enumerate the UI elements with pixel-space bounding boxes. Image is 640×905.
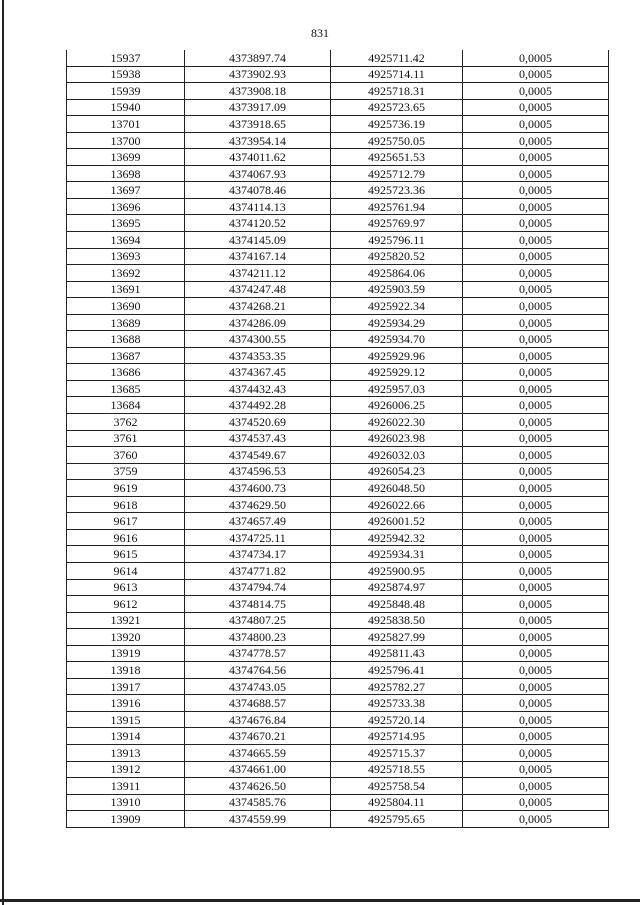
value-cell: 0,0005	[463, 529, 609, 546]
value-cell: 0,0005	[463, 414, 609, 431]
value-cell: 0,0005	[463, 50, 609, 66]
value-cell: 0,0005	[463, 248, 609, 265]
y-coordinate-cell: 4925736.19	[331, 116, 463, 133]
table-row	[67, 778, 609, 795]
table-row	[67, 645, 609, 662]
y-coordinate-cell: 4926006.25	[331, 397, 463, 414]
value-cell: 0,0005	[463, 83, 609, 100]
x-coordinate-cell: 4374688.57	[185, 695, 331, 712]
x-coordinate-cell: 4374665.59	[185, 744, 331, 761]
value-cell: 0,0005	[463, 678, 609, 695]
y-coordinate-cell: 4925714.11	[331, 66, 463, 83]
y-coordinate-cell: 4925718.31	[331, 83, 463, 100]
value-cell: 0,0005	[463, 662, 609, 679]
table-row	[67, 447, 609, 464]
point-number-cell: 13917	[67, 678, 185, 695]
value-cell: 0,0005	[463, 298, 609, 315]
point-number-cell: 15938	[67, 66, 185, 83]
y-coordinate-cell: 4925758.54	[331, 778, 463, 795]
y-coordinate-cell: 4925934.31	[331, 546, 463, 563]
y-coordinate-cell: 4926022.30	[331, 414, 463, 431]
point-number-cell: 13696	[67, 198, 185, 215]
value-cell: 0,0005	[463, 513, 609, 530]
value-cell: 0,0005	[463, 711, 609, 728]
table-row	[67, 265, 609, 282]
value-cell: 0,0005	[463, 281, 609, 298]
x-coordinate-cell: 4374537.43	[185, 430, 331, 447]
y-coordinate-cell: 4925900.95	[331, 562, 463, 579]
y-coordinate-cell: 4925934.29	[331, 314, 463, 331]
x-coordinate-cell: 4374764.56	[185, 662, 331, 679]
value-cell: 0,0005	[463, 744, 609, 761]
x-coordinate-cell: 4374626.50	[185, 778, 331, 795]
y-coordinate-cell: 4925957.03	[331, 380, 463, 397]
point-number-cell: 13693	[67, 248, 185, 265]
value-cell: 0,0005	[463, 480, 609, 497]
table-row	[67, 662, 609, 679]
x-coordinate-cell: 4374247.48	[185, 281, 331, 298]
table-row	[67, 513, 609, 530]
table-row	[67, 761, 609, 778]
value-cell: 0,0005	[463, 761, 609, 778]
value-cell: 0,0005	[463, 380, 609, 397]
table-row	[67, 397, 609, 414]
value-cell: 0,0005	[463, 232, 609, 249]
value-cell: 0,0005	[463, 562, 609, 579]
y-coordinate-cell: 4925714.95	[331, 728, 463, 745]
table-row	[67, 463, 609, 480]
point-number-cell: 13700	[67, 132, 185, 149]
y-coordinate-cell: 4925820.52	[331, 248, 463, 265]
table-row	[67, 811, 609, 828]
point-number-cell: 13692	[67, 265, 185, 282]
y-coordinate-cell: 4925761.94	[331, 198, 463, 215]
x-coordinate-cell: 4374734.17	[185, 546, 331, 563]
y-coordinate-cell: 4925750.05	[331, 132, 463, 149]
x-coordinate-cell: 4374353.35	[185, 347, 331, 364]
y-coordinate-cell: 4925712.79	[331, 165, 463, 182]
x-coordinate-cell: 4374268.21	[185, 298, 331, 315]
table-row	[67, 744, 609, 761]
table-row	[67, 198, 609, 215]
y-coordinate-cell: 4926054.23	[331, 463, 463, 480]
point-number-cell: 13688	[67, 331, 185, 348]
y-coordinate-cell: 4925929.96	[331, 347, 463, 364]
y-coordinate-cell: 4925811.43	[331, 645, 463, 662]
x-coordinate-cell: 4374814.75	[185, 596, 331, 613]
value-cell: 0,0005	[463, 182, 609, 199]
x-coordinate-cell: 4373897.74	[185, 50, 331, 66]
point-number-cell: 13691	[67, 281, 185, 298]
y-coordinate-cell: 4925796.41	[331, 662, 463, 679]
point-number-cell: 13689	[67, 314, 185, 331]
point-number-cell: 9616	[67, 529, 185, 546]
y-coordinate-cell: 4925711.42	[331, 50, 463, 66]
x-coordinate-cell: 4374011.62	[185, 149, 331, 166]
table-row	[67, 380, 609, 397]
table-row	[67, 83, 609, 100]
x-coordinate-cell: 4374778.57	[185, 645, 331, 662]
value-cell: 0,0005	[463, 347, 609, 364]
x-coordinate-cell: 4374300.55	[185, 331, 331, 348]
point-number-cell: 13920	[67, 629, 185, 646]
value-cell: 0,0005	[463, 645, 609, 662]
x-coordinate-cell: 4374725.11	[185, 529, 331, 546]
x-coordinate-cell: 4374670.21	[185, 728, 331, 745]
y-coordinate-cell: 4925874.97	[331, 579, 463, 596]
y-coordinate-cell: 4925922.34	[331, 298, 463, 315]
table-row	[67, 414, 609, 431]
table-row	[67, 629, 609, 646]
x-coordinate-cell: 4374549.67	[185, 447, 331, 464]
table-row	[67, 314, 609, 331]
y-coordinate-cell: 4925929.12	[331, 364, 463, 381]
table-row	[67, 50, 609, 66]
table-row	[67, 182, 609, 199]
value-cell: 0,0005	[463, 612, 609, 629]
table-row	[67, 215, 609, 232]
point-number-cell: 13910	[67, 794, 185, 811]
y-coordinate-cell: 4925804.11	[331, 794, 463, 811]
y-coordinate-cell: 4925733.38	[331, 695, 463, 712]
coordinates-table	[66, 50, 609, 828]
table-row	[67, 596, 609, 613]
point-number-cell: 9612	[67, 596, 185, 613]
point-number-cell: 13912	[67, 761, 185, 778]
page-number: 831	[311, 26, 329, 40]
point-number-cell: 13690	[67, 298, 185, 315]
x-coordinate-cell: 4374067.93	[185, 165, 331, 182]
point-number-cell: 13919	[67, 645, 185, 662]
x-coordinate-cell: 4373954.14	[185, 132, 331, 149]
value-cell: 0,0005	[463, 314, 609, 331]
x-coordinate-cell: 4374520.69	[185, 414, 331, 431]
value-cell: 0,0005	[463, 198, 609, 215]
table-row	[67, 678, 609, 695]
value-cell: 0,0005	[463, 265, 609, 282]
point-number-cell: 15939	[67, 83, 185, 100]
x-coordinate-cell: 4374492.28	[185, 397, 331, 414]
x-coordinate-cell: 4374078.46	[185, 182, 331, 199]
y-coordinate-cell: 4926023.98	[331, 430, 463, 447]
point-number-cell: 3762	[67, 414, 185, 431]
y-coordinate-cell: 4925715.37	[331, 744, 463, 761]
table-row	[67, 248, 609, 265]
value-cell: 0,0005	[463, 364, 609, 381]
point-number-cell: 13694	[67, 232, 185, 249]
value-cell: 0,0005	[463, 165, 609, 182]
y-coordinate-cell: 4925723.65	[331, 99, 463, 116]
value-cell: 0,0005	[463, 99, 609, 116]
table-row	[67, 364, 609, 381]
x-coordinate-cell: 4374771.82	[185, 562, 331, 579]
x-coordinate-cell: 4374629.50	[185, 496, 331, 513]
y-coordinate-cell: 4925769.97	[331, 215, 463, 232]
point-number-cell: 13686	[67, 364, 185, 381]
x-coordinate-cell: 4374145.09	[185, 232, 331, 249]
y-coordinate-cell: 4925864.06	[331, 265, 463, 282]
y-coordinate-cell: 4925718.55	[331, 761, 463, 778]
x-coordinate-cell: 4374585.76	[185, 794, 331, 811]
y-coordinate-cell: 4926048.50	[331, 480, 463, 497]
point-number-cell: 13916	[67, 695, 185, 712]
x-coordinate-cell: 4374286.09	[185, 314, 331, 331]
x-coordinate-cell: 4374114.13	[185, 198, 331, 215]
value-cell: 0,0005	[463, 496, 609, 513]
scan-edge-left	[2, 0, 4, 905]
x-coordinate-cell: 4374211.12	[185, 265, 331, 282]
coordinates-table-container	[66, 50, 604, 828]
point-number-cell: 13697	[67, 182, 185, 199]
value-cell: 0,0005	[463, 447, 609, 464]
scan-edge-bottom	[0, 899, 640, 902]
value-cell: 0,0005	[463, 463, 609, 480]
y-coordinate-cell: 4926022.66	[331, 496, 463, 513]
x-coordinate-cell: 4374661.00	[185, 761, 331, 778]
x-coordinate-cell: 4374794.74	[185, 579, 331, 596]
x-coordinate-cell: 4374676.84	[185, 711, 331, 728]
point-number-cell: 9619	[67, 480, 185, 497]
x-coordinate-cell: 4374167.14	[185, 248, 331, 265]
value-cell: 0,0005	[463, 695, 609, 712]
table-row	[67, 529, 609, 546]
y-coordinate-cell: 4925934.70	[331, 331, 463, 348]
table-row	[67, 728, 609, 745]
y-coordinate-cell: 4925782.27	[331, 678, 463, 695]
point-number-cell: 13701	[67, 116, 185, 133]
table-row	[67, 711, 609, 728]
value-cell: 0,0005	[463, 331, 609, 348]
point-number-cell: 3760	[67, 447, 185, 464]
value-cell: 0,0005	[463, 149, 609, 166]
point-number-cell: 9613	[67, 579, 185, 596]
point-number-cell: 13699	[67, 149, 185, 166]
x-coordinate-cell: 4373908.18	[185, 83, 331, 100]
point-number-cell: 13695	[67, 215, 185, 232]
value-cell: 0,0005	[463, 116, 609, 133]
table-row	[67, 99, 609, 116]
table-row	[67, 695, 609, 712]
x-coordinate-cell: 4374120.52	[185, 215, 331, 232]
table-row	[67, 794, 609, 811]
point-number-cell: 13909	[67, 811, 185, 828]
x-coordinate-cell: 4373902.93	[185, 66, 331, 83]
table-row	[67, 232, 609, 249]
point-number-cell: 13687	[67, 347, 185, 364]
value-cell: 0,0005	[463, 132, 609, 149]
x-coordinate-cell: 4373918.65	[185, 116, 331, 133]
value-cell: 0,0005	[463, 778, 609, 795]
point-number-cell: 15940	[67, 99, 185, 116]
point-number-cell: 9615	[67, 546, 185, 563]
y-coordinate-cell: 4925651.53	[331, 149, 463, 166]
point-number-cell: 13921	[67, 612, 185, 629]
point-number-cell: 9614	[67, 562, 185, 579]
x-coordinate-cell: 4374559.99	[185, 811, 331, 828]
table-row	[67, 546, 609, 563]
value-cell: 0,0005	[463, 215, 609, 232]
x-coordinate-cell: 4374807.25	[185, 612, 331, 629]
y-coordinate-cell: 4925796.11	[331, 232, 463, 249]
value-cell: 0,0005	[463, 728, 609, 745]
point-number-cell: 3759	[67, 463, 185, 480]
x-coordinate-cell: 4374800.23	[185, 629, 331, 646]
y-coordinate-cell: 4925838.50	[331, 612, 463, 629]
x-coordinate-cell: 4374743.05	[185, 678, 331, 695]
table-row	[67, 562, 609, 579]
table-row	[67, 430, 609, 447]
table-row	[67, 579, 609, 596]
point-number-cell: 13914	[67, 728, 185, 745]
value-cell: 0,0005	[463, 66, 609, 83]
x-coordinate-cell: 4374600.73	[185, 480, 331, 497]
value-cell: 0,0005	[463, 579, 609, 596]
value-cell: 0,0005	[463, 596, 609, 613]
x-coordinate-cell: 4374596.53	[185, 463, 331, 480]
point-number-cell: 13913	[67, 744, 185, 761]
value-cell: 0,0005	[463, 430, 609, 447]
point-number-cell: 9617	[67, 513, 185, 530]
point-number-cell: 13915	[67, 711, 185, 728]
value-cell: 0,0005	[463, 397, 609, 414]
table-row	[67, 149, 609, 166]
y-coordinate-cell: 4925795.65	[331, 811, 463, 828]
table-row	[67, 331, 609, 348]
table-row	[67, 165, 609, 182]
y-coordinate-cell: 4925723.36	[331, 182, 463, 199]
table-row	[67, 298, 609, 315]
table-row	[67, 116, 609, 133]
y-coordinate-cell: 4925903.59	[331, 281, 463, 298]
x-coordinate-cell: 4373917.09	[185, 99, 331, 116]
point-number-cell: 13918	[67, 662, 185, 679]
table-body	[67, 50, 609, 827]
value-cell: 0,0005	[463, 811, 609, 828]
point-number-cell: 13911	[67, 778, 185, 795]
table-row	[67, 347, 609, 364]
point-number-cell: 13685	[67, 380, 185, 397]
y-coordinate-cell: 4926001.52	[331, 513, 463, 530]
value-cell: 0,0005	[463, 629, 609, 646]
table-row	[67, 480, 609, 497]
table-row	[67, 612, 609, 629]
y-coordinate-cell: 4925848.48	[331, 596, 463, 613]
point-number-cell: 13684	[67, 397, 185, 414]
point-number-cell: 15937	[67, 50, 185, 66]
value-cell: 0,0005	[463, 546, 609, 563]
y-coordinate-cell: 4925942.32	[331, 529, 463, 546]
y-coordinate-cell: 4925720.14	[331, 711, 463, 728]
point-number-cell: 9618	[67, 496, 185, 513]
y-coordinate-cell: 4925827.99	[331, 629, 463, 646]
x-coordinate-cell: 4374367.45	[185, 364, 331, 381]
table-row	[67, 281, 609, 298]
table-row	[67, 66, 609, 83]
x-coordinate-cell: 4374657.49	[185, 513, 331, 530]
point-number-cell: 3761	[67, 430, 185, 447]
value-cell: 0,0005	[463, 794, 609, 811]
point-number-cell: 13698	[67, 165, 185, 182]
y-coordinate-cell: 4926032.03	[331, 447, 463, 464]
table-row	[67, 132, 609, 149]
x-coordinate-cell: 4374432.43	[185, 380, 331, 397]
table-row	[67, 496, 609, 513]
